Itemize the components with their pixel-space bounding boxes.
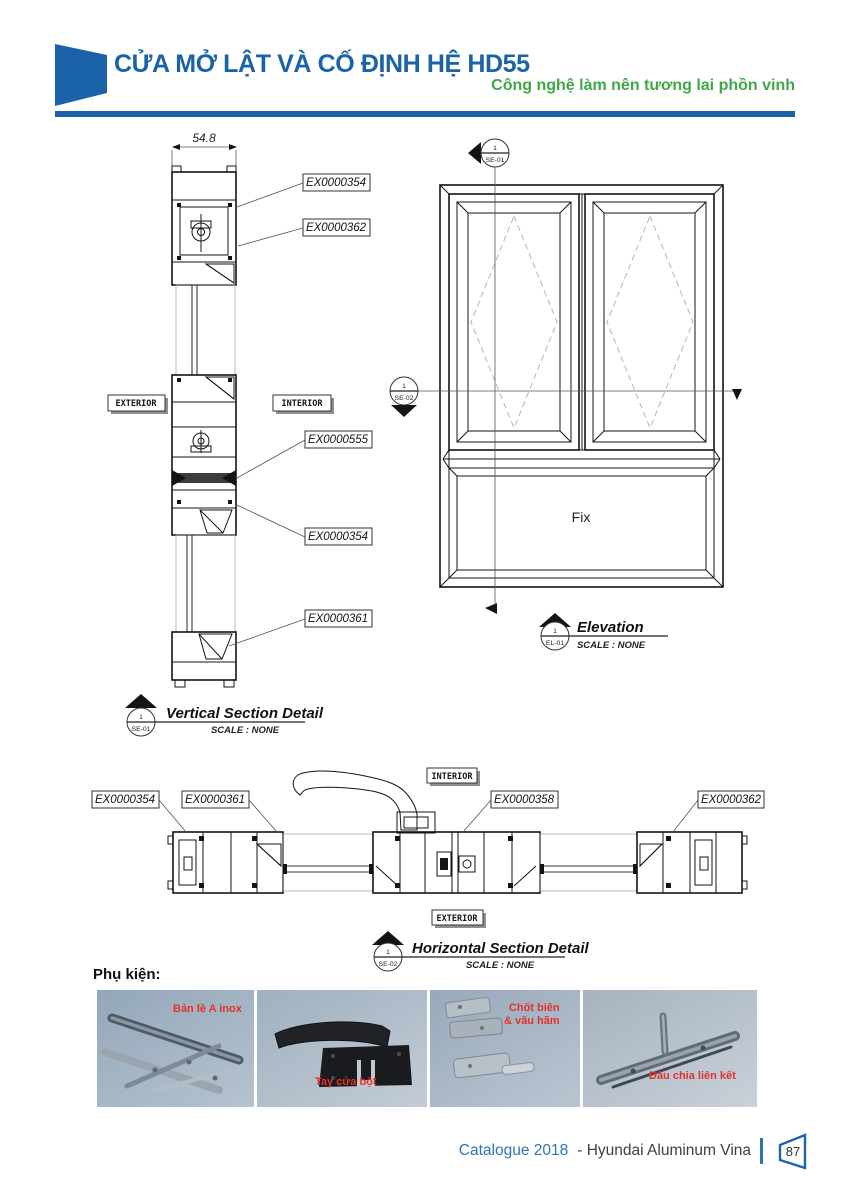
connector-image bbox=[583, 990, 757, 1107]
caption-line1: Chốt biên bbox=[508, 1002, 560, 1014]
vertical-section-drawing bbox=[108, 131, 372, 736]
part-label: EX0000362 bbox=[700, 794, 762, 806]
exterior-tag: EXTERIOR bbox=[115, 399, 157, 409]
cut-marker-number: 1 bbox=[493, 145, 497, 152]
cut-marker-ref: SE-02 bbox=[394, 395, 414, 402]
elevation-marker-number: 1 bbox=[553, 628, 557, 635]
page-title: CỬA MỞ LẬT VÀ CỐ ĐỊNH HỆ HD55 bbox=[114, 50, 530, 78]
accessory-caption: Bản lề A inox bbox=[173, 1003, 242, 1015]
elevation-scale: SCALE : NONE bbox=[576, 640, 646, 651]
company-slogan: Công nghệ làm nên tương lai phồn vinh bbox=[491, 77, 795, 94]
footer-company: - Hyundai Aluminum Vina bbox=[577, 1142, 751, 1159]
interior-tag: INTERIOR bbox=[431, 772, 473, 782]
part-label: EX0000358 bbox=[493, 794, 555, 806]
section-marker-ref: SE-02 bbox=[378, 961, 398, 968]
part-label: EX0000354 bbox=[305, 177, 367, 189]
part-label: EX0000361 bbox=[184, 794, 246, 806]
accessory-photo-latch bbox=[430, 990, 580, 1107]
fix-panel-label: Fix bbox=[571, 509, 591, 525]
part-label: EX0000354 bbox=[307, 531, 369, 543]
section-marker-number: 1 bbox=[386, 949, 390, 956]
vertical-section-scale: SCALE : NONE bbox=[210, 725, 280, 736]
handle-image bbox=[257, 990, 427, 1107]
footer-catalogue: Catalogue 2018 bbox=[458, 1142, 569, 1159]
accessory-caption: Tay cửa bột bbox=[315, 1076, 377, 1088]
horizontal-section-drawing bbox=[92, 768, 764, 971]
page-number-badge bbox=[772, 1130, 812, 1172]
vertical-section-title: Vertical Section Detail bbox=[166, 705, 324, 722]
accessory-caption bbox=[504, 1002, 560, 1028]
accessory-photo-handle bbox=[257, 990, 427, 1107]
part-label: EX0000361 bbox=[307, 613, 369, 625]
section-marker-number: 1 bbox=[139, 714, 143, 721]
interior-tag: INTERIOR bbox=[281, 399, 323, 409]
cut-marker-number: 1 bbox=[402, 383, 406, 390]
caption-line2: & vấu hãm bbox=[504, 1015, 560, 1027]
cut-marker-ref: SE-01 bbox=[485, 157, 505, 164]
page-number: 87 bbox=[785, 1144, 801, 1159]
horizontal-section-title: Horizontal Section Detail bbox=[412, 940, 589, 957]
elevation-drawing bbox=[390, 139, 742, 651]
horizontal-section-scale: SCALE : NONE bbox=[465, 960, 535, 971]
elevation-marker-ref: EL-01 bbox=[545, 640, 565, 647]
accessory-photo-hinge bbox=[97, 990, 254, 1107]
section-marker-ref: SE-01 bbox=[131, 726, 151, 733]
accessory-caption: Đầu chia liên kết bbox=[649, 1070, 736, 1082]
accessories-heading: Phụ kiện: bbox=[93, 966, 161, 983]
footer bbox=[459, 1130, 812, 1172]
elevation-title: Elevation bbox=[577, 619, 644, 636]
dimension-label: 54.8 bbox=[192, 131, 216, 145]
part-label: EX0000362 bbox=[305, 222, 367, 234]
accessory-photo-connector bbox=[583, 990, 757, 1107]
part-label: EX0000354 bbox=[94, 794, 156, 806]
part-label: EX0000555 bbox=[307, 434, 369, 446]
exterior-tag: EXTERIOR bbox=[436, 914, 478, 924]
footer-divider-bar bbox=[760, 1138, 763, 1164]
